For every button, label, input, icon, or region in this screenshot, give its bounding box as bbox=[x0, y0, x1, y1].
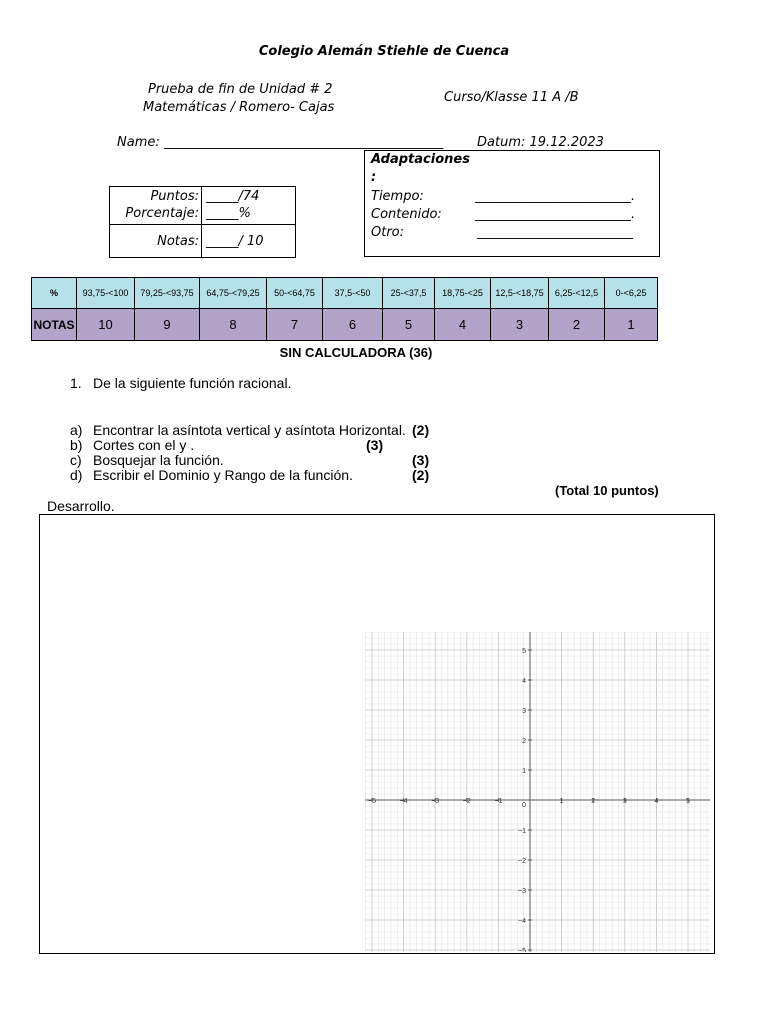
other-label: Otro: bbox=[371, 225, 405, 240]
adaptations-colon: : bbox=[371, 170, 377, 185]
grade-cell: 5 bbox=[383, 309, 435, 341]
y-tick-label: 4 bbox=[522, 678, 526, 685]
grade-header: NOTAS bbox=[32, 309, 77, 341]
item-points: (2) bbox=[412, 467, 430, 483]
grade-table bbox=[31, 277, 658, 341]
range-cell: 93,75-<100 bbox=[77, 278, 135, 309]
range-cell: 37,5-<50 bbox=[323, 278, 383, 309]
grade-cell: 2 bbox=[549, 309, 605, 341]
exam-title: Prueba de fin de Unidad # 2 bbox=[148, 82, 333, 97]
adaptations-box bbox=[364, 150, 660, 257]
course-label: Curso/Klasse 11 A /B bbox=[444, 90, 579, 105]
other-line[interactable]: ________________________ bbox=[477, 225, 633, 240]
grade-cell: 8 bbox=[200, 309, 267, 341]
points-label: Puntos: bbox=[150, 189, 199, 204]
item-letter: d) bbox=[70, 467, 83, 483]
x-tick-label: −1 bbox=[494, 798, 503, 805]
percent-header: % bbox=[32, 278, 77, 309]
range-cell: 64,75-<79,25 bbox=[200, 278, 267, 309]
question-number: 1. bbox=[70, 375, 82, 391]
range-cell: 0-<6,25 bbox=[605, 278, 658, 309]
time-line[interactable]: ________________________. bbox=[475, 189, 636, 204]
x-tick-label: 2 bbox=[591, 798, 596, 805]
coordinate-grid[interactable] bbox=[365, 632, 710, 952]
question-text: De la siguiente función racional. bbox=[93, 375, 292, 391]
range-cell: 79,25-<93,75 bbox=[135, 278, 200, 309]
grade-value[interactable]: _____/ 10 bbox=[206, 234, 264, 249]
y-tick-label: −4 bbox=[518, 918, 526, 925]
item-points: (3) bbox=[366, 437, 384, 453]
y-tick-label: 5 bbox=[522, 648, 526, 655]
x-tick-label: 0 bbox=[522, 802, 526, 809]
percent-label: Porcentaje: bbox=[125, 206, 199, 221]
y-tick-label: 1 bbox=[522, 768, 526, 775]
x-tick-label: 1 bbox=[559, 798, 564, 805]
grade-cell: 4 bbox=[435, 309, 491, 341]
y-tick-label: −3 bbox=[518, 888, 526, 895]
y-tick-label: −5 bbox=[518, 948, 526, 952]
x-tick-label: 4 bbox=[654, 798, 659, 805]
x-tick-label: −3 bbox=[431, 798, 440, 805]
y-tick-label: 3 bbox=[522, 708, 526, 715]
grade-cell: 3 bbox=[491, 309, 549, 341]
range-cell: 18,75-<25 bbox=[435, 278, 491, 309]
time-label: Tiempo: bbox=[371, 189, 424, 204]
school-name: Colegio Alemán Stiehle de Cuenca bbox=[258, 44, 510, 59]
x-tick-label: 3 bbox=[622, 798, 627, 805]
grade-cell: 10 bbox=[77, 309, 135, 341]
y-tick-label: 2 bbox=[522, 738, 526, 745]
grade-cell: 7 bbox=[267, 309, 323, 341]
content-label: Contenido: bbox=[371, 207, 442, 222]
total-points: (Total 10 puntos) bbox=[555, 483, 659, 498]
item-points: (3) bbox=[412, 452, 430, 468]
score-box bbox=[109, 186, 296, 258]
work-label: Desarrollo. bbox=[47, 498, 115, 514]
y-tick-label: −2 bbox=[518, 858, 526, 865]
grade-cell: 9 bbox=[135, 309, 200, 341]
points-value[interactable]: _____/74 bbox=[206, 189, 260, 204]
x-tick-label: 5 bbox=[686, 798, 690, 805]
item-text: Cortes con el y . bbox=[93, 437, 195, 453]
range-cell: 50-<64,75 bbox=[267, 278, 323, 309]
grade-cell: 1 bbox=[605, 309, 658, 341]
item-text: Encontrar la asíntota vertical y asíntota Horizontal. bbox=[93, 422, 406, 438]
grade-cell: 6 bbox=[323, 309, 383, 341]
item-text: Escribir el Dominio y Rango de la función. bbox=[93, 467, 353, 483]
item-letter: b) bbox=[70, 437, 83, 453]
item-points: (2) bbox=[412, 422, 430, 438]
content-line[interactable]: ________________________. bbox=[475, 207, 636, 222]
percent-row bbox=[32, 278, 658, 309]
name-field[interactable]: Name: ___________________________________________ bbox=[117, 135, 444, 150]
grade-row bbox=[32, 309, 658, 341]
grid-lines bbox=[365, 632, 710, 952]
item-letter: c) bbox=[70, 452, 82, 468]
x-tick-label: −5 bbox=[368, 798, 376, 805]
x-tick-label: −2 bbox=[462, 798, 471, 805]
x-tick-label: −4 bbox=[399, 798, 408, 805]
item-text: Bosquejar la función. bbox=[93, 452, 224, 468]
range-cell: 25-<37,5 bbox=[383, 278, 435, 309]
range-cell: 12,5-<18,75 bbox=[491, 278, 549, 309]
date-label: Datum: 19.12.2023 bbox=[477, 135, 604, 150]
adaptations-title: Adaptaciones bbox=[371, 152, 470, 167]
range-cell: 6,25-<12,5 bbox=[549, 278, 605, 309]
percent-value[interactable]: _____% bbox=[206, 206, 251, 221]
subject-line: Matemáticas / Romero- Cajas bbox=[143, 100, 335, 115]
section-title: SIN CALCULADORA (36) bbox=[279, 345, 433, 360]
item-letter: a) bbox=[70, 422, 83, 438]
grade-label: Notas: bbox=[157, 234, 199, 249]
y-tick-label: −1 bbox=[518, 828, 526, 835]
